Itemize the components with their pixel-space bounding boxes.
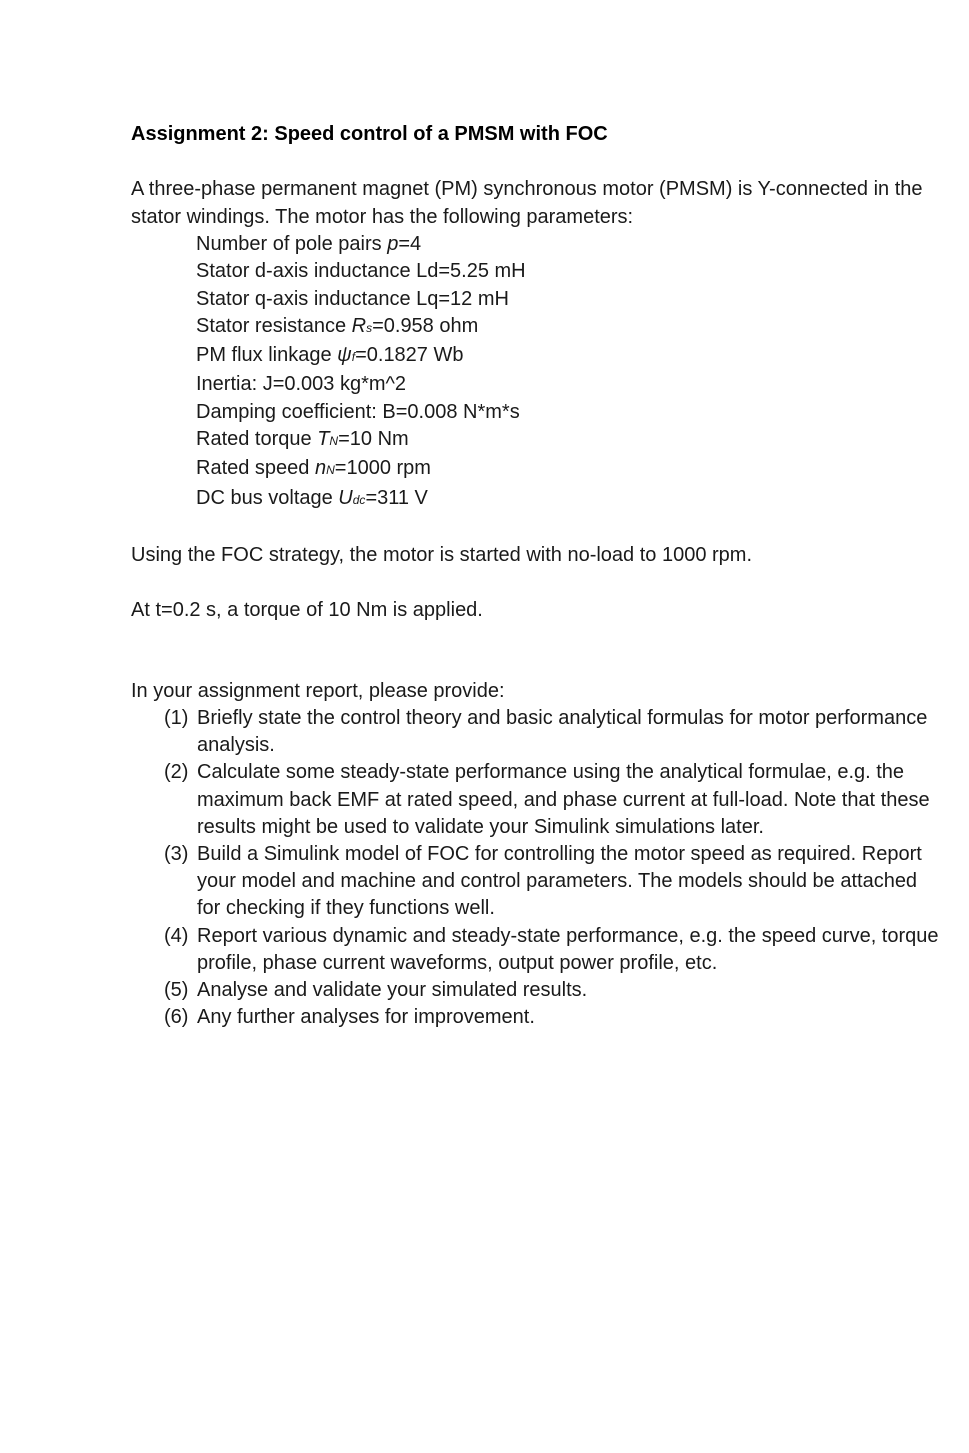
foc-statement: Using the FOC strategy, the motor is started with no-load to 1000 rpm.	[131, 543, 753, 566]
report-intro: In your assignment report, please provide:	[131, 679, 505, 702]
param-speed: Rated speed nN=1000 rpm	[196, 457, 431, 480]
parameter-list	[131, 231, 941, 514]
param-rs: Stator resistance Rs=0.958 ohm	[196, 314, 479, 337]
param-damping: Damping coefficient: B=0.008 N*m*s	[196, 400, 520, 423]
param-lq: Stator q-axis inductance Lq=12 mH	[196, 287, 509, 310]
task-item: (6) Any further analyses for improvement.	[164, 1006, 535, 1029]
param-inertia: Inertia: J=0.003 kg*m^2	[196, 373, 407, 396]
load-statement: At t=0.2 s, a torque of 10 Nm is applied.	[131, 598, 483, 621]
param-dc-bus: DC bus voltage Udc=311 V	[196, 486, 428, 509]
task-item: (1) Briefly state the control theory and basic analytical formulas for motor performance analysis.	[164, 706, 928, 757]
task-list	[131, 705, 941, 1031]
task-item: (5) Analyse and validate your simulated results.	[164, 979, 588, 1001]
intro-paragraph: A three-phase permanent magnet (PM) synchronous motor (PMSM) is Y-connected in the stator windings. The motor has the following parameters:	[131, 178, 923, 228]
task-item: (4) Report various dynamic and steady-state performance, e.g. the speed curve, torque profile, phase current waveforms, output power profile, etc.	[164, 924, 939, 974]
task-item: (2) Calculate some steady-state performance using the analytical formulae, e.g. the maximum back EMF at rated speed, and phase current at full-load. Note that these results might be used to validate your Simulink simulations later.	[164, 761, 930, 838]
param-ld: Stator d-axis inductance Ld=5.25 mH	[196, 260, 526, 283]
param-pole-pairs: Number of pole pairs p=4	[196, 233, 422, 255]
param-torque: Rated torque TN=10 Nm	[196, 428, 409, 451]
task-item: (3) Build a Simulink model of FOC for controlling the motor speed as required. Report your model and machine and control parameters. The models should be attached for checking if they functions well.	[164, 842, 922, 920]
document-page	[131, 120, 941, 1031]
assignment-title: Assignment 2: Speed control of a PMSM with FOC	[131, 123, 608, 145]
param-flux: PM flux linkage ψf=0.1827 Wb	[196, 344, 464, 367]
